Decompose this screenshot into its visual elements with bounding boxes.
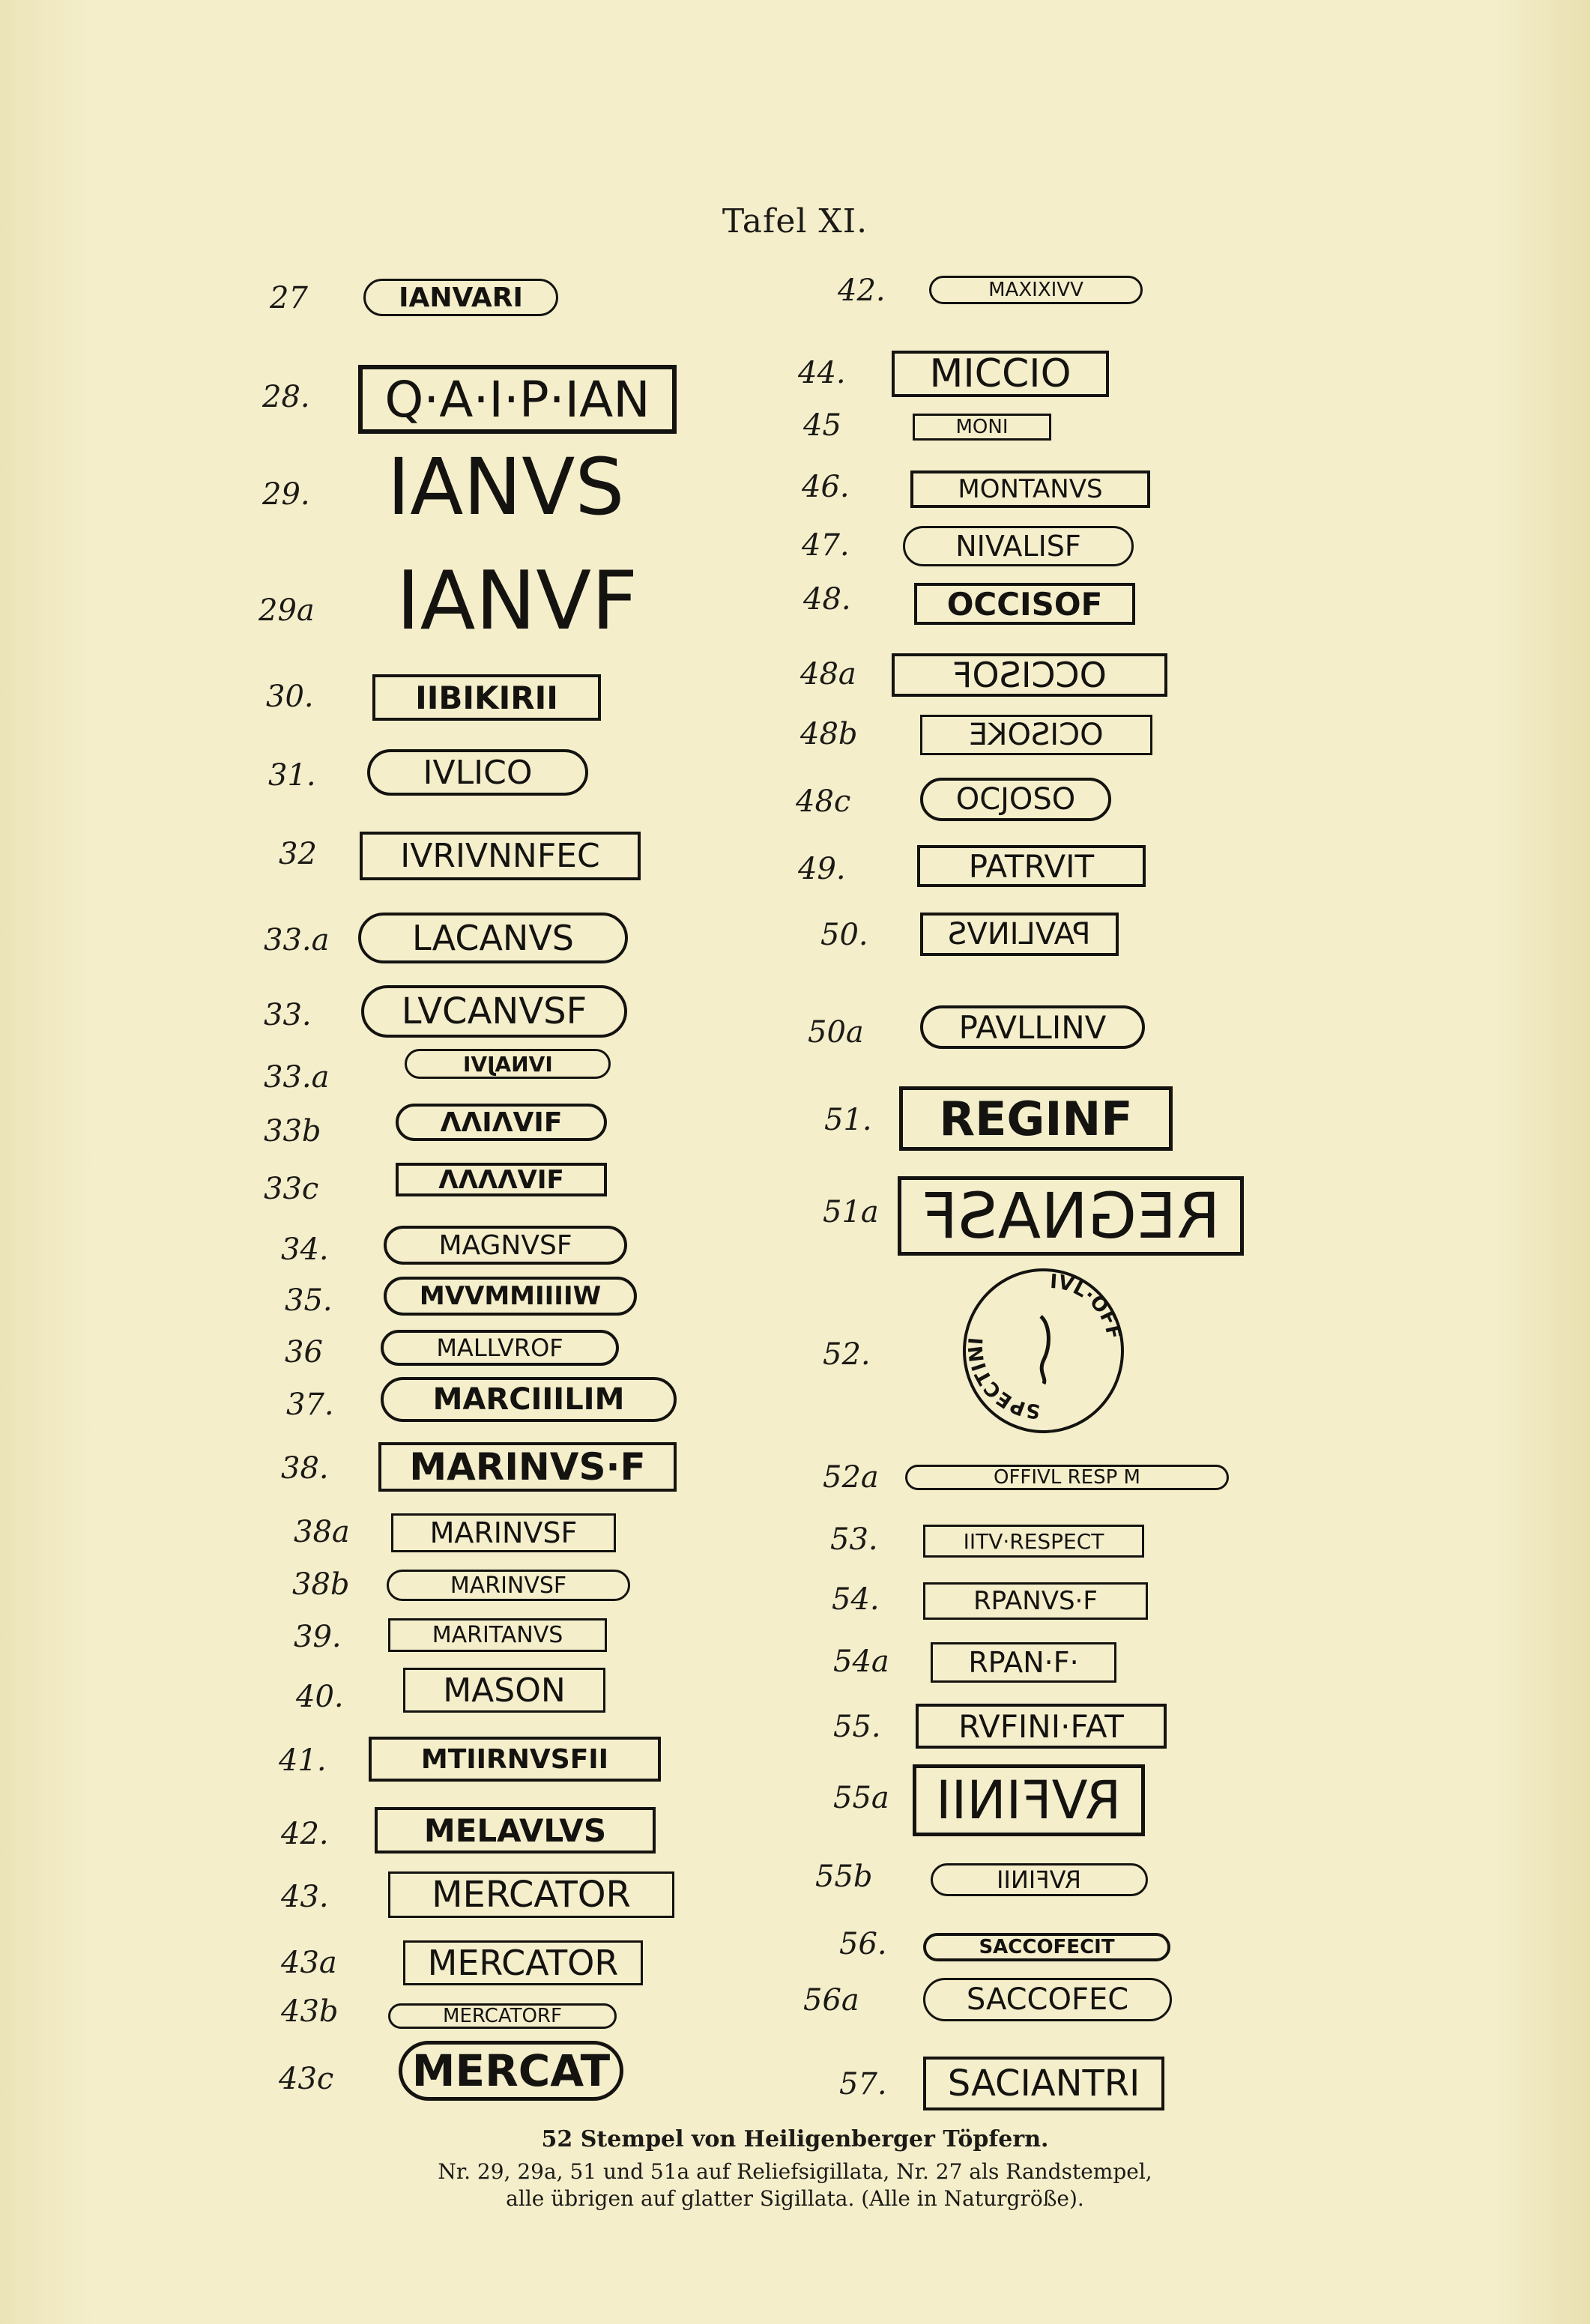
stamp-number: 33b bbox=[264, 1114, 321, 1149]
stamp-number: 43b bbox=[281, 1994, 339, 2029]
stamp-number: 33.a bbox=[264, 1060, 330, 1095]
stamp-number: 32 bbox=[279, 837, 317, 871]
circular-stamp-text bbox=[966, 1271, 1121, 1430]
stamp-number: 51a bbox=[823, 1195, 879, 1229]
stamp-number: 33.a bbox=[264, 923, 330, 957]
potter-stamp: RVFINI·FAT bbox=[916, 1704, 1167, 1749]
stamp-number: 41. bbox=[279, 1743, 327, 1778]
circular-stamp-left-text: SPECTINI bbox=[966, 1337, 1042, 1423]
svg-text:IVL·OFF bbox=[1049, 1271, 1121, 1341]
potter-stamp: MELAVLVS bbox=[375, 1807, 656, 1854]
stamp-number: 27 bbox=[270, 281, 308, 315]
stamp-number: 38b bbox=[292, 1567, 350, 1602]
potter-stamp: ΛΛΙΛVIF bbox=[396, 1104, 607, 1141]
potter-stamp: SACCOFECIT bbox=[923, 1933, 1170, 1961]
plate-caption-title: 52 Stempel von Heiligenberger Töpfern. bbox=[541, 2126, 1049, 2152]
stamp-number: 42. bbox=[838, 273, 886, 308]
circular-stamp-right-text: IVL·OF bbox=[1049, 1271, 1121, 1330]
stamp-number: 53. bbox=[830, 1522, 878, 1557]
stamp-number: 54a bbox=[833, 1644, 889, 1679]
potter-stamp: RPAN·F· bbox=[931, 1642, 1116, 1683]
potter-stamp: MVVMMIIIIW bbox=[384, 1277, 637, 1316]
potter-stamp: MARCIIILIM bbox=[381, 1377, 677, 1422]
stamp-number: 50. bbox=[820, 918, 868, 952]
potter-stamp: MARINVSF bbox=[391, 1513, 616, 1552]
stamp-number: 39. bbox=[294, 1620, 342, 1654]
potter-stamp: SACIANTRI bbox=[923, 2057, 1164, 2110]
stamp-number: 47. bbox=[802, 528, 850, 563]
potter-stamp: MALLVROF bbox=[381, 1330, 619, 1366]
potter-stamp: MAXIXIVV bbox=[929, 276, 1143, 304]
stamp-number: 43. bbox=[281, 1880, 329, 1914]
stamp-number: 55b bbox=[815, 1859, 873, 1894]
stamp-number: 35. bbox=[285, 1283, 333, 1318]
potter-stamp: IANVARI bbox=[363, 279, 558, 316]
stamp-number: 38. bbox=[281, 1451, 329, 1486]
stamp-number: 55a bbox=[833, 1781, 889, 1815]
potter-stamp: RPANVS·F bbox=[923, 1582, 1148, 1620]
stamp-number: 56. bbox=[839, 1927, 887, 1961]
stamp-number: 49. bbox=[798, 852, 846, 886]
stamp-number: 29a bbox=[259, 593, 315, 628]
stamp-number: 55. bbox=[833, 1710, 881, 1744]
potter-stamp: OFFIVL RESP M bbox=[905, 1465, 1229, 1490]
potter-stamp: NIVALISF bbox=[903, 526, 1134, 566]
potter-stamp: RVFINII bbox=[913, 1764, 1145, 1836]
stamp-number: 33. bbox=[264, 998, 312, 1032]
stamp-number: 33c bbox=[264, 1172, 319, 1206]
stamp-number: 51. bbox=[824, 1103, 872, 1137]
stamp-number: 50a bbox=[808, 1015, 864, 1050]
potter-stamp: PAVLLINV bbox=[920, 1005, 1145, 1049]
potter-stamp: MARINVSF bbox=[387, 1570, 630, 1601]
stamp-number: 48c bbox=[796, 784, 851, 819]
stamp-number: 57. bbox=[839, 2067, 887, 2101]
potter-stamp: MAGNVSF bbox=[384, 1226, 627, 1265]
stamp-number: 43a bbox=[281, 1946, 337, 1980]
potter-stamp: RVFINII bbox=[931, 1863, 1148, 1896]
potter-stamp: OCJOSO bbox=[920, 778, 1111, 821]
potter-stamp: MERCATOR bbox=[403, 1940, 643, 1985]
potter-stamp: MERCAT bbox=[399, 2041, 623, 2101]
stamp-number: 42. bbox=[281, 1817, 329, 1851]
potter-stamp: IIBIKIRII bbox=[372, 674, 601, 721]
potter-stamp: ΛΛΛΛVIF bbox=[396, 1163, 607, 1196]
stamp-number: 56a bbox=[803, 1983, 859, 2018]
stamp-number: 29. bbox=[262, 477, 310, 512]
potter-stamp: MONTANVS bbox=[910, 470, 1150, 508]
potter-stamp: LACANVS bbox=[358, 913, 628, 963]
stamp-number: 37. bbox=[286, 1388, 334, 1422]
stamp-number: 28. bbox=[262, 380, 310, 414]
stamp-number: 48b bbox=[800, 717, 858, 751]
potter-stamp: SACCOFEC bbox=[923, 1978, 1172, 2021]
potter-stamp: REGNASF bbox=[898, 1176, 1244, 1256]
stamp-number: 46. bbox=[802, 470, 850, 504]
stamp-number: 52. bbox=[823, 1337, 871, 1372]
potter-stamp: OCCISOF bbox=[892, 653, 1167, 697]
stamp-number: 44. bbox=[798, 356, 846, 390]
stamp-number: 52a bbox=[823, 1460, 879, 1495]
stamp-number: 54. bbox=[832, 1582, 880, 1617]
potter-stamp: MARINVS·F bbox=[378, 1442, 677, 1492]
potter-stamp: PATRVIT bbox=[917, 845, 1146, 887]
potter-stamp: MASON bbox=[403, 1668, 605, 1713]
potter-stamp: MERCATOR bbox=[388, 1871, 674, 1918]
stamp-number: 36 bbox=[285, 1335, 323, 1370]
potter-stamp: LVCANVSF bbox=[361, 985, 627, 1038]
potter-stamp: OCISOKE bbox=[920, 715, 1152, 755]
plate-caption-line: Nr. 29, 29a, 51 und 51a auf Reliefsigillata, Nr. 27 als Randstempel, bbox=[438, 2159, 1152, 2184]
stamp-number: 45 bbox=[803, 408, 841, 443]
plate-caption-line: alle übrigen auf glatter Sigillata. (Alle in Naturgröße). bbox=[506, 2186, 1084, 2211]
potter-stamp: IVLICO bbox=[367, 749, 588, 796]
potter-stamp: OCCISOF bbox=[914, 583, 1135, 625]
stamp-number: 40. bbox=[296, 1680, 344, 1714]
stamp-number: 30. bbox=[266, 680, 314, 714]
stamp-number: 48a bbox=[800, 657, 856, 692]
plate-title: Tafel XI. bbox=[722, 202, 868, 240]
stamp-number: 34. bbox=[281, 1232, 329, 1267]
potter-stamp: IVNAJVI bbox=[405, 1049, 611, 1079]
potter-stamp: Q·A·I·P·IAN bbox=[358, 365, 677, 434]
potter-stamp: MONI bbox=[913, 414, 1051, 441]
potter-stamp: IANVF bbox=[396, 554, 638, 648]
potter-stamp: IANVS bbox=[387, 442, 625, 532]
stamp-number: 31. bbox=[268, 758, 316, 793]
circular-stamp bbox=[963, 1268, 1124, 1433]
potter-stamp: MTIIRNVSFII bbox=[369, 1737, 661, 1782]
potter-stamp: PAVLINVS bbox=[920, 913, 1119, 956]
stamp-number: 43c bbox=[279, 2062, 334, 2096]
potter-stamp: IITV·RESPECT bbox=[923, 1525, 1144, 1558]
potter-stamp: MERCATORF bbox=[388, 2003, 617, 2029]
potter-stamp: IVRIVNNFEC bbox=[360, 832, 641, 880]
stamp-number: 48. bbox=[803, 582, 851, 617]
stamp-number: 38a bbox=[294, 1515, 350, 1549]
potter-stamp: MICCIO bbox=[892, 351, 1109, 397]
potter-stamp: MARITANVS bbox=[388, 1618, 607, 1652]
svg-text:SPECTINI bbox=[966, 1337, 1042, 1422]
potter-stamp: REGINF bbox=[899, 1086, 1173, 1151]
